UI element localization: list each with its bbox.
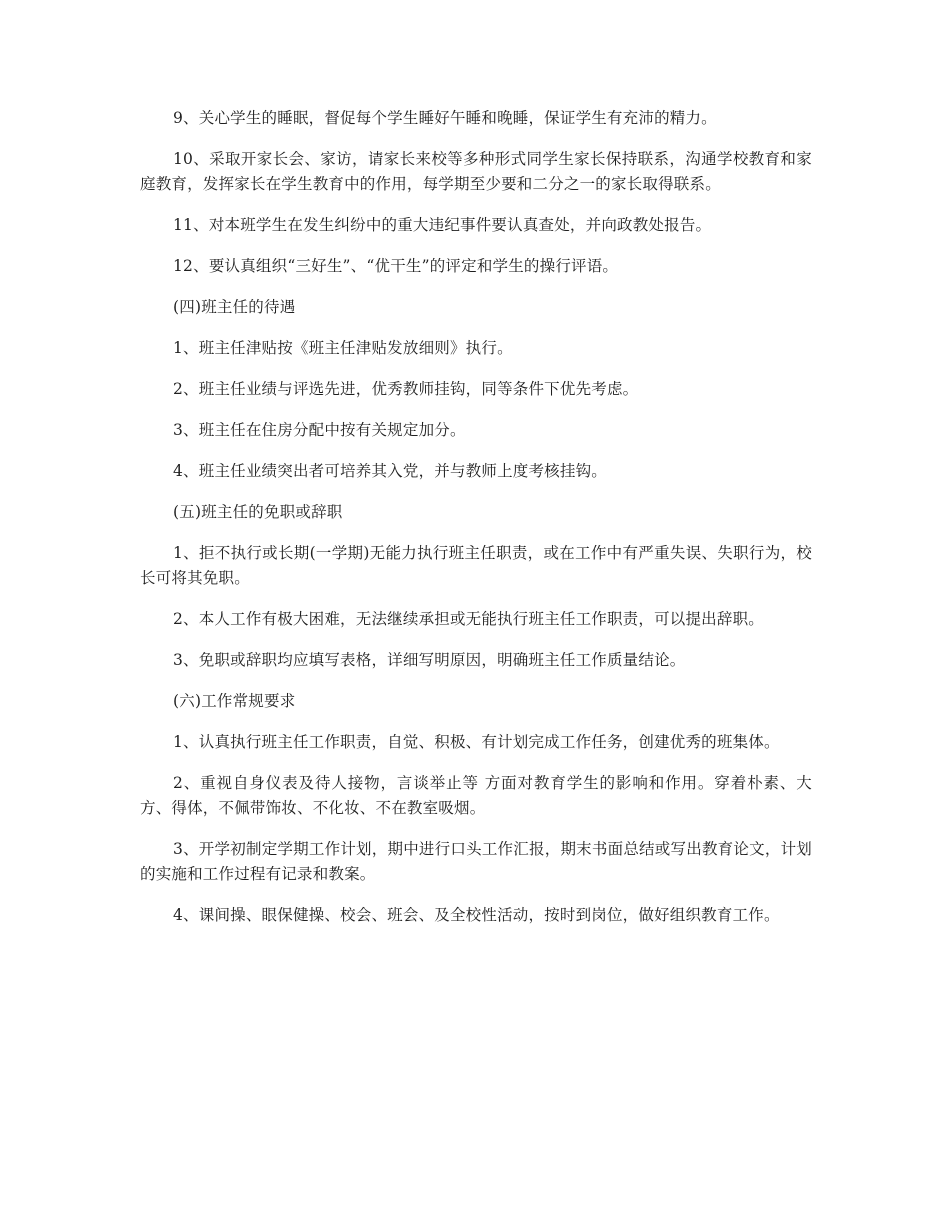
paragraph-dismissal-2: 2、本人工作有极大困难，无法继续承担或无能执行班主任工作职责，可以提出辞职。: [173, 610, 764, 628]
paragraph-dismissal-1: 1、拒不执行或长期(一学期)无能力执行班主任职责，或在工作中有严重失误、失职行为，校长可将其免职。: [140, 544, 812, 587]
paragraph-routine-2: 2、重视自身仪表及待人接物，言谈举止等 方面对教育学生的影响和作用。穿着朴素、大方、得体，不佩带饰妆、不化妆、不在教室吸烟。: [140, 774, 812, 817]
paragraph-item-11: 11、对本班学生在发生纠纷中的重大违纪事件要认真查处，并向政教处报告。: [173, 216, 712, 234]
paragraph-treatment-3: 3、班主任在住房分配中按有关规定加分。: [173, 421, 466, 439]
paragraph-routine-1: 1、认真执行班主任工作职责，自觉、积极、有计划完成工作任务，创建优秀的班集体。: [173, 733, 780, 751]
section-heading-routine: (六)工作常规要求: [173, 692, 296, 710]
section-heading-treatment: (四)班主任的待遇: [173, 298, 296, 316]
paragraph-item-10: 10、采取开家长会、家访，请家长来校等多种形式同学生家长保持联系，沟通学校教育和家庭教育，发挥家长在学生教育中的作用，每学期至少要和二分之一的家长取得联系。: [140, 150, 812, 193]
paragraph-item-9: 9、关心学生的睡眠，督促每个学生睡好午睡和晚睡，保证学生有充沛的精力。: [173, 109, 717, 127]
paragraph-treatment-1: 1、班主任津贴按《班主任津贴发放细则》执行。: [173, 339, 513, 357]
paragraph-routine-4: 4、课间操、眼保健操、校会、班会、及全校性活动，按时到岗位，做好组织教育工作。: [173, 906, 780, 924]
paragraph-routine-3: 3、开学初制定学期工作计划，期中进行口头工作汇报，期末书面总结或写出教育论文，计划的实施和工作过程有记录和教案。: [140, 840, 812, 883]
paragraph-dismissal-3: 3、免职或辞职均应填写表格，详细写明原因，明确班主任工作质量结论。: [173, 651, 686, 669]
paragraph-item-12: 12、要认真组织“三好生”、“优干生”的评定和学生的操行评语。: [173, 257, 619, 275]
document-page: [140, 106, 812, 944]
paragraph-treatment-2: 2、班主任业绩与评选先进，优秀教师挂钩，同等条件下优先考虑。: [173, 380, 639, 398]
section-heading-dismissal: (五)班主任的免职或辞职: [173, 503, 343, 521]
paragraph-treatment-4: 4、班主任业绩突出者可培养其入党，并与教师上度考核挂钩。: [173, 462, 607, 480]
